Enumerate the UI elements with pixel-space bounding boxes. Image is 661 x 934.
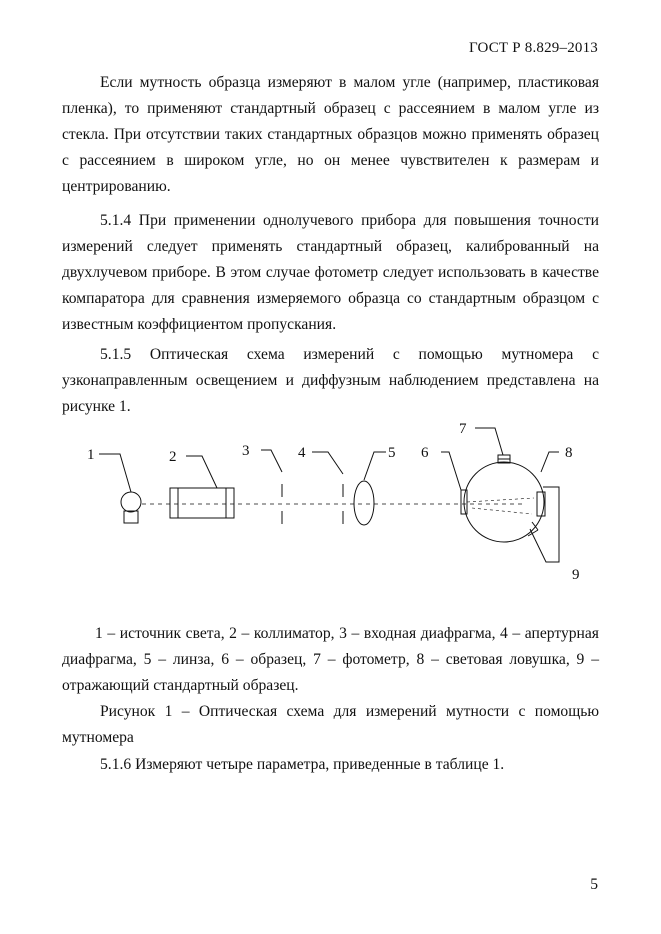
label-1: 1 xyxy=(87,447,95,463)
leader-line-4 xyxy=(312,452,343,474)
figure-title: Рисунок 1 – Оптическая схема для измерений мутности с помощью мутномера xyxy=(62,703,599,746)
sphere-beam xyxy=(467,498,534,502)
lens xyxy=(354,481,374,525)
leader-line-1 xyxy=(99,454,131,492)
figure-legend: 1 – источник света, 2 – коллиматор, 3 – входная диафрагма, 4 – апертурная диафрагма, 5 – линза, 6 – образец, 7 – фотометр, 8 – световая ловушка, 9 – отражающий стандартный образец. xyxy=(62,625,599,694)
leader-line-2 xyxy=(186,456,217,488)
document-header: ГОСТ Р 8.829–2013 xyxy=(469,40,598,56)
label-2: 2 xyxy=(169,449,177,465)
leader-line-3 xyxy=(261,450,282,472)
label-7: 7 xyxy=(459,421,467,437)
collimator xyxy=(170,488,234,518)
integrating-sphere xyxy=(464,462,544,542)
label-8: 8 xyxy=(565,445,573,461)
label-5: 5 xyxy=(388,445,396,461)
label-3: 3 xyxy=(242,443,250,459)
optical-scheme-diagram xyxy=(62,412,599,592)
paragraph-sample-turbidity: Если мутность образца измеряют в малом угле (например, пластиковая пленка), то применяют стандартный образец с рассеянием в малом угле из стекла. При отсутствии таких стандартных образцов можно применять образец с рассеянием в широком угле, но он менее чувствителен к размерам и центрированию. xyxy=(62,74,599,195)
leader-line-7 xyxy=(475,428,503,455)
paragraph-5-1-6: 5.1.6 Измеряют четыре параметра, приведенные в таблице 1. xyxy=(100,756,505,773)
label-9: 9 xyxy=(572,567,580,583)
paragraph-5-1-4: 5.1.4 При применении однолучевого прибора для повышения точности измерений следует применять стандартный образец, калиброванный на двухлучевом приборе. В этом случае фотометр следует использовать в качестве компаратора для сравнения измеряемого образца со стандартным образцом с известным коэффициентом пропускания. xyxy=(62,212,599,333)
leader-line-5 xyxy=(364,452,386,480)
optical-scheme-figure xyxy=(62,412,599,592)
light-source xyxy=(121,492,141,523)
leader-line-8 xyxy=(541,452,559,472)
page-number: 5 xyxy=(590,876,598,893)
sphere-beam-lower xyxy=(472,508,532,514)
leader-line-6 xyxy=(441,452,461,490)
label-6: 6 xyxy=(421,445,429,461)
label-4: 4 xyxy=(298,445,306,461)
paragraph-5-1-5: 5.1.5 Оптическая схема измерений с помощью мутномера с узконаправленным освещением и диффузным наблюдением представлена на рисунке 1. xyxy=(62,346,599,415)
